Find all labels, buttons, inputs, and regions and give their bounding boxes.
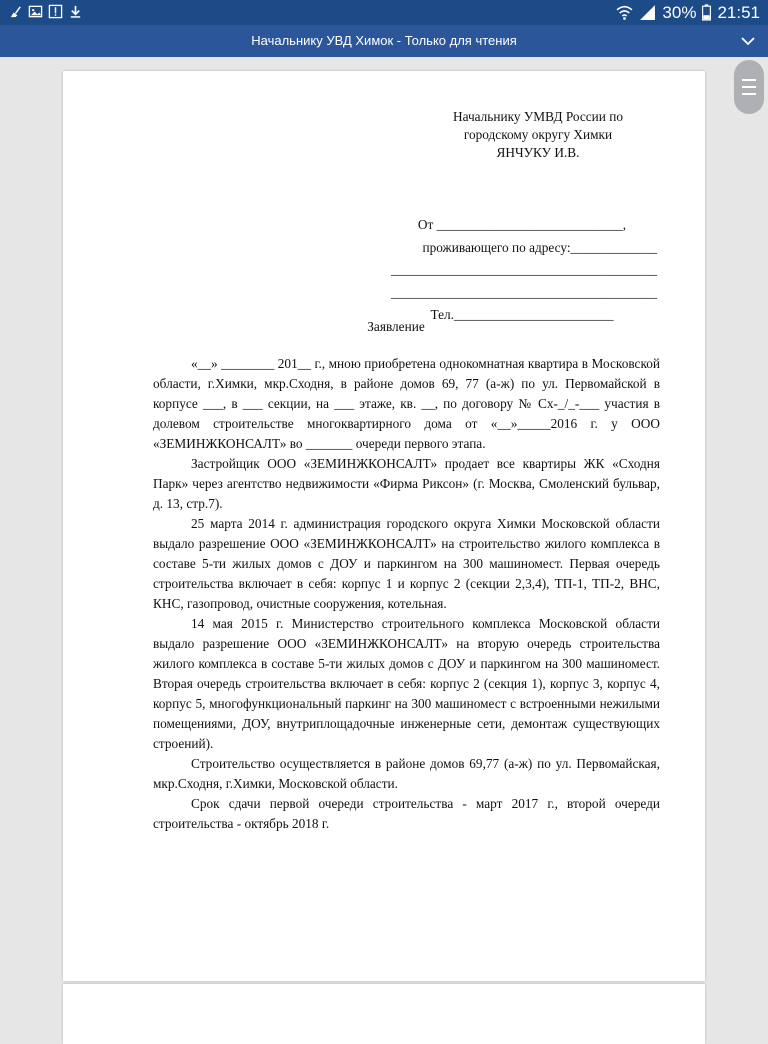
document-heading: Заявление	[367, 319, 425, 334]
addressee-line: ЯНЧУКУ И.В.	[496, 145, 580, 160]
status-icons-left	[8, 4, 83, 19]
body-paragraph: Строительство осуществляется в районе домов 69,77 (а-ж) по ул. Первомайская, мкр.Сходня, г.Химки, Московской области.	[153, 756, 660, 791]
sender-line: проживающего по адресу:_____________	[422, 239, 657, 255]
clock: 21:51	[717, 2, 760, 22]
chevron-down-icon[interactable]	[740, 33, 756, 49]
sender-line: От ____________________________,	[417, 217, 627, 232]
sender-line: ________________________________________	[391, 262, 657, 277]
document-content	[63, 71, 705, 981]
next-document-page	[63, 984, 705, 1044]
sender-line: ________________________________________	[391, 284, 657, 300]
battery-percentage: 30%	[662, 2, 697, 22]
scroll-handle-icon[interactable]	[734, 60, 764, 114]
wifi-icon	[616, 4, 633, 21]
signal-icon	[639, 4, 656, 21]
addressee-line: Начальнику УМВД России по	[452, 109, 623, 124]
document-body	[153, 354, 660, 834]
alert-icon	[48, 4, 63, 19]
addressee-line: городскому округу Химки	[463, 127, 613, 142]
status-icons-right	[616, 0, 760, 25]
download-icon	[68, 4, 83, 19]
body-paragraph: 14 мая 2015 г. Министерство строительного комплекса Московской области выдало разрешение ООО «ЗЕМИНЖКОНСАЛТ» на вторую очередь строительства жилого комплекса в составе 5-ти жилых домов с ДОУ и паркингом на 300 машиномест. Вторая очередь строительства включает в себя: корпус 2 (секция 1), корпус 3, корпус 4, корпус 5, многофункциональный паркинг на 300 машиномест с встроенными нежилыми помещениями, ДОУ, внутриплощадочные инженерные сети, демонтаж существующих строений).	[153, 616, 660, 751]
broom-icon	[8, 4, 23, 19]
addressee-block	[423, 108, 653, 162]
document-title: Начальнику УВД Химок - Только для чтения	[251, 33, 517, 48]
body-paragraph: Срок сдачи первой очереди строительства - март 2017 г., второй очереди строительства - октябрь 2018 г.	[153, 796, 660, 831]
status-bar	[0, 0, 768, 25]
gallery-icon	[28, 4, 43, 19]
body-paragraph: Застройщик ООО «ЗЕМИНЖКОНСАЛТ» продает все квартиры ЖК «Сходня Парк» через агентство недвижимости «Фирма Риксон» (г. Москва, Смоленский бульвар, д. 13, стр.7).	[153, 456, 660, 511]
body-paragraph: «__» ________ 201__ г., мною приобретена однокомнатная квартира в Московской области, г.Химки, мкр.Сходня, в районе домов 69, 77 (а-ж) по ул. Первомайской в корпусе ___, в ___ секции, на ___ этаже, кв. __, по договору № Сх-_/_-___ участия в долевом строительстве многоквартирного дома от «__»_____2016 г. у ООО «ЗЕМИНЖКОНСАЛТ» во _______ очереди первого этапа.	[153, 356, 660, 451]
body-paragraph: 25 марта 2014 г. администрация городского округа Химки Московской области выдало разрешение ООО «ЗЕМИНЖКОНСАЛТ» на строительство жилого комплекса в составе 5-ти жилых домов с ДОУ и паркингом на 300 машиномест. Первая очередь строительства включает в себя: корпус 1 и корпус 2 (секции 2,3,4), ТП-1, ТП-2, ВНС, КНС, газопровод, очистные сооружения, котельная.	[153, 516, 660, 611]
title-bar	[0, 25, 768, 57]
sender-block	[387, 214, 657, 327]
battery-icon	[702, 4, 711, 21]
document-page	[63, 71, 705, 981]
sender-phone-line: Тел.________________________	[430, 307, 614, 322]
